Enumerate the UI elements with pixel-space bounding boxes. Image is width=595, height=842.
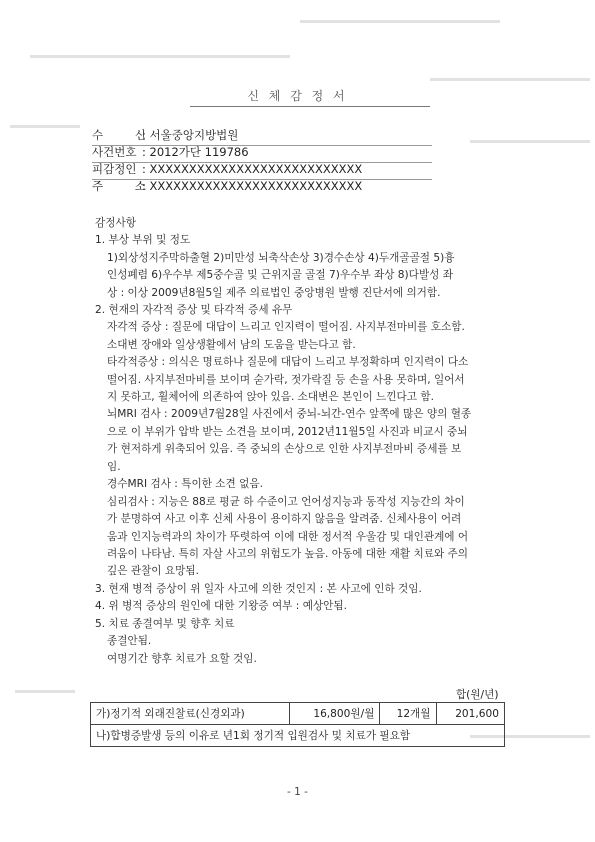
scan-artifact (15, 690, 75, 693)
body-line: 뇌MRI 검사 : 2009년7월28일 사진에서 중뇌-뇌간-연수 앞쪽에 많은 양의 혈종 (107, 408, 472, 420)
body-line: 3. 현재 병적 증상이 위 일자 사고에 의한 것인지 : 본 사고에 인하 것임. (95, 583, 422, 595)
scan-artifact (10, 125, 80, 128)
body-line: 심리검사 : 지능은 88로 평균 하 수준이고 언어성지능과 동작성 지능간의 차이 (107, 496, 465, 508)
body-line: 자각적 증상 : 질문에 대답이 느리고 인지력이 떨어짐. 사지부전마비를 호소함. (107, 321, 465, 333)
body-line: 종결안됨. (107, 635, 152, 647)
note-row: 나)합병증발생 등의 이유로 년1회 정기적 입원검사 및 치료가 필요함 (91, 725, 505, 747)
body-line: 지 못하고, 휠체어에 의존하여 앉아 있음. 소대변은 본인이 느낀다고 함. (107, 391, 434, 403)
header-value: : XXXXXXXXXXXXXXXXXXXXXXXXXXX (142, 162, 363, 176)
header-label: 피감정인 (92, 162, 137, 176)
scan-artifact (470, 140, 590, 143)
header-value: : 서울중앙지방법원 (142, 128, 239, 142)
header-value: : XXXXXXXXXXXXXXXXXXXXXXXXXXX (142, 179, 363, 193)
body-line: 인성폐렴 6)우수부 제5중수골 및 근위지골 골절 7)우수부 좌상 8)다발성 좌 (107, 269, 453, 281)
table-row (91, 703, 505, 725)
body-line: 4. 위 병적 증상의 원인에 대한 기왕증 여부 : 예상안됨. (95, 600, 348, 612)
table-header-row (91, 686, 505, 703)
body-line: 움과 인지능력과의 차이가 뚜렷하여 이에 대한 정서적 우울감 및 대인관계에 어 (107, 531, 469, 543)
body-line: 1. 부상 부위 및 정도 (95, 234, 191, 246)
body-line: 소대변 장애와 일상생활에서 남의 도움을 받는다고 함. (107, 339, 356, 351)
title-underline (190, 106, 430, 107)
body-line: 2. 현재의 자각적 증상 및 타각적 증세 유무 (95, 304, 293, 316)
period: 12개월 (380, 703, 436, 725)
body-line: 떨어짐. 사지부전마비를 보이며 숟가락, 젓가락질 등 손을 사용 못하며, 일어서 (107, 374, 465, 386)
table-row (91, 725, 505, 747)
header-label: 주 소 (92, 179, 160, 193)
body-line: 감정사항 (95, 217, 136, 229)
sum-header: 합(원/년) (91, 686, 505, 703)
body-line: 경수MRI 검사 : 특이한 소견 없음. (107, 478, 263, 490)
body-line: 려움이 나타남. 특히 자살 사고의 위험도가 높음. 아동에 대한 재활 치료와 주의 (107, 548, 469, 560)
scan-artifact (30, 55, 290, 58)
body-line: 여명기간 향후 치료가 요할 것임. (107, 653, 257, 665)
scan-artifact (430, 78, 590, 81)
document-title: 신 체 감 정 서 (247, 89, 348, 103)
unit-cost: 16,800원/월 (290, 703, 380, 725)
body-line: 가 현저하게 위축되어 있음. 즉 중뇌의 손상으로 인한 사지부전마비 증세를 보 (107, 443, 462, 455)
page-number: - 1 - (287, 786, 308, 798)
body-line: 상 : 이상 2009년8월5일 제주 의료법인 중앙병원 발행 진단서에 의거함. (107, 287, 441, 299)
header-value: : 2012가단 119786 (142, 145, 249, 159)
body-line: 1)외상성지주막하출혈 2)미만성 뇌축삭손상 3)경수손상 4)두개골골절 5)흉 (107, 252, 455, 264)
annual-cost: 201,600 (436, 703, 504, 725)
header-subject (92, 161, 362, 177)
header-address (92, 178, 362, 194)
scan-artifact (300, 20, 500, 23)
body-line: 깊은 관찰이 요망됨. (107, 565, 199, 577)
body-line: 타각적증상 : 의식은 명료하나 질문에 대답이 느리고 부정확하며 인지력이 다소 (107, 356, 469, 368)
header-label: 사건번호 (92, 145, 137, 159)
header-label: 수 신 (92, 128, 160, 142)
body-line: 5. 치료 종결여부 및 향후 치료 (95, 618, 235, 630)
cost-item: 가)정기적 외래진찰료(신경외과) (91, 703, 290, 725)
treatment-cost-table (90, 686, 505, 747)
body-line: 가 분명하여 사고 이후 신체 사용이 용이하지 않음을 알려줌. 신체사용이 어려 (107, 513, 462, 525)
body-line: 임. (107, 461, 121, 473)
header-case-number (92, 144, 249, 160)
body-line: 으로 이 부위가 압박 받는 소견을 보이며, 2012년11월5일 사진과 비교시 중뇌 (107, 426, 468, 438)
header-recipient (92, 127, 238, 143)
